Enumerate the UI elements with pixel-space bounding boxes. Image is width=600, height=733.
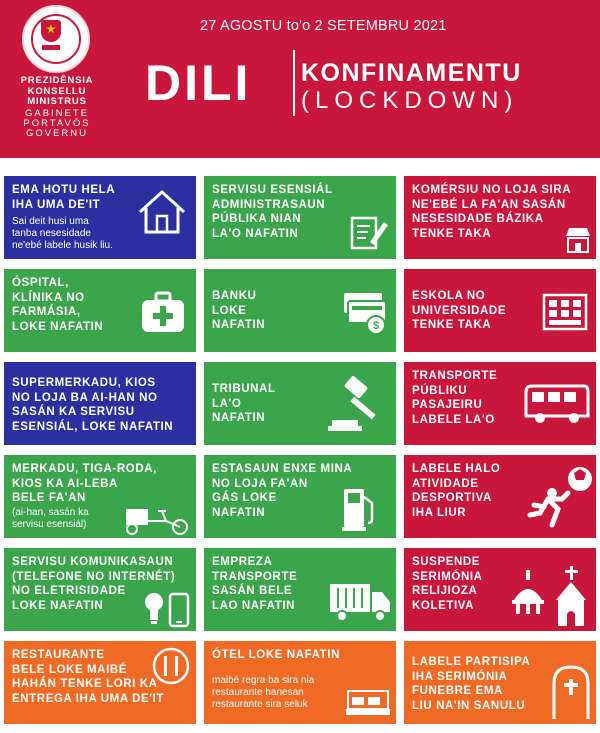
tile-market <box>4 455 196 538</box>
tile-hotel <box>204 641 396 724</box>
tile-title: EMPREZA TRANSPORTE SASÁN BELE LAO NAFATIN <box>212 556 298 612</box>
tile-supermarket <box>4 362 196 445</box>
church-icon <box>508 560 594 628</box>
tile-title: KOMÉRSIU NO LOJA SIRA NE'EBÉ LA FA'AN SASÁN NESESIDADE BÁZIKA TENKE TAKA <box>412 184 572 240</box>
bed-icon <box>344 687 392 719</box>
tile-title: ESKOLA NO UNIVERSIDADE TENKE TAKA <box>412 290 507 331</box>
tile-religious-suspended <box>404 548 596 631</box>
tile-title: ÓSPITAL, KLÍNIKA NO FARMÁSIA, LOKE NAFATIN <box>12 277 104 333</box>
tile-school-closed <box>404 269 596 352</box>
tricycle-icon <box>122 505 192 535</box>
tile-title: EMA HOTU HELA IHA UMA DE'IT <box>12 184 116 211</box>
bulb-phone-icon <box>142 590 192 630</box>
page-subtitle: (LOCKDOWN) <box>301 87 519 114</box>
gavel-icon <box>326 376 386 434</box>
header-banner <box>0 0 600 158</box>
store-icon <box>564 226 592 254</box>
title-divider <box>293 50 295 116</box>
tile-title: TRIBUNAL LA'O NAFATIN <box>212 383 276 424</box>
city-title: DILI <box>145 55 252 111</box>
government-seal-logo <box>22 5 90 73</box>
money-icon <box>340 289 390 337</box>
fuel-pump-icon <box>340 483 376 533</box>
tile-bank <box>204 269 396 352</box>
cutlery-icon <box>152 647 190 685</box>
tile-title: SERVISU ESENSIÁL ADMINISTRASAUN PÚBLIKA NIAN LA'O NAFATIN <box>212 184 333 240</box>
svg-text:$: $ <box>372 320 380 332</box>
tile-public-admin <box>204 176 396 259</box>
tile-court <box>204 362 396 445</box>
document-pen-icon <box>348 212 390 254</box>
tile-note: maibé regra ba sira nia restaurante hanesan restaurante sira seluk <box>212 675 315 710</box>
school-icon <box>542 293 588 331</box>
tile-restaurant <box>4 641 196 724</box>
tile-public-transport <box>404 362 596 445</box>
tile-note: (ai-han, sasán ka servisu esensiál) <box>12 507 89 530</box>
tile-commerce-closed <box>404 176 596 259</box>
tile-title: ÓTEL LOKE NAFATIN <box>212 649 340 661</box>
tile-sports-banned <box>404 455 596 538</box>
bus-icon <box>522 382 592 426</box>
tile-hospital <box>4 269 196 352</box>
tile-title: ESTASAUN ENXE MINA NO LOJA FA'AN GÁS LOKE NAFATIN <box>212 463 353 519</box>
tile-title: TRANSPORTE PÚBLIKU PASAJEIRU LABELE LA'O <box>412 370 498 426</box>
truck-icon <box>328 580 392 624</box>
tile-title: LABELE HALO ATIVIDADE DESPORTIVA IHA LIUR <box>412 463 501 519</box>
tile-note: Sai deit husi uma tanba nesesidade ne'ebé labele husik liu. <box>12 216 113 251</box>
tile-title: MERKADU, TIGA-RODA, KIOS KA AI-LEBA BELE FA'AN <box>12 463 157 504</box>
medical-kit-icon <box>140 291 186 335</box>
tile-funeral <box>404 641 596 724</box>
tile-fuel-station <box>204 455 396 538</box>
org-office: GABINETE PORTAVÓS GOVERNU <box>23 108 91 139</box>
org-name: PREZIDÊNSIA KONSELLU MINISTRUS <box>20 75 94 107</box>
page-title: KONFINAMENTU <box>301 59 522 87</box>
tile-title: SUSPENDE SERIMÓNIA RELIJIOZA KOLETIVA <box>412 556 483 612</box>
tile-transport-company <box>204 548 396 631</box>
tile-title: LABELE PARTISIPA IHA SERIMÓNIA FUNEBRE EMA LIU NA'IN SANULU <box>412 656 531 712</box>
tile-communication <box>4 548 196 631</box>
tile-title: SERVISU KOMUNIKASAUN (TELEFONE NO INTERNÉT) NO ELETRISIDADE LOKE NAFATIN <box>12 556 176 612</box>
grave-icon <box>550 665 592 721</box>
tile-title: RESTAURANTE BELE LOKE MAIBÉ HAHÁN TENKE LORI KA ENTREGA IHA UMA DE'IT <box>12 649 165 705</box>
runner-ball-icon <box>522 465 594 535</box>
tile-stay-home <box>4 176 196 259</box>
date-range: 27 AGOSTU to'o 2 SETEMBRU 2021 <box>200 18 447 34</box>
tile-title: BANKU LOKE NAFATIN <box>212 290 266 331</box>
tile-title: SUPERMERKADU, KIOS NO LOJA BA AI-HAN NO SASÁN KA SERVISU ESENSIÁL, LOKE NAFATIN <box>12 377 174 433</box>
house-icon <box>136 188 188 236</box>
